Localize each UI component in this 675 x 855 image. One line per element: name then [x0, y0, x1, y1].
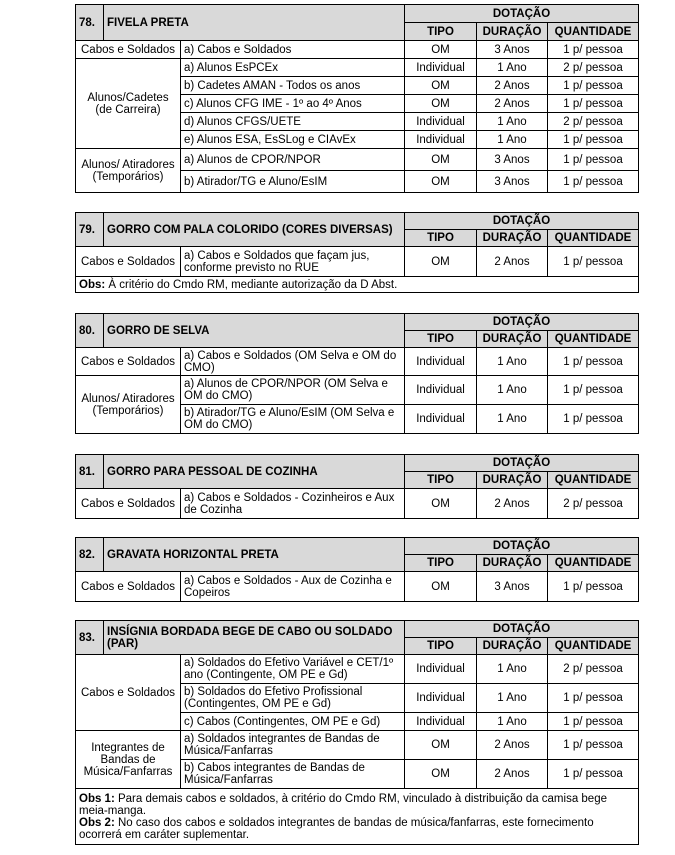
table-80	[75, 313, 639, 434]
duracao-header: DURAÇÃO	[477, 230, 548, 247]
tipo-cell: Individual	[405, 113, 477, 131]
tipo-cell: OM	[405, 247, 477, 277]
table-row	[76, 655, 639, 684]
obs-body: À critério do Cmdo RM, mediante autorização da D Abst.	[105, 278, 398, 291]
dotacao-header: DOTAÇÃO	[405, 455, 639, 472]
tipo-header: TIPO	[405, 331, 477, 348]
item-desc: a) Alunos EsPCEx	[181, 59, 405, 77]
duracao-cell: 1 Ano	[477, 655, 548, 684]
tipo-cell: Individual	[405, 131, 477, 149]
tipo-cell: Individual	[405, 376, 477, 405]
table-79	[75, 212, 639, 293]
quantidade-header: QUANTIDADE	[548, 331, 639, 348]
table-row	[76, 41, 639, 59]
dotacao-header: DOTAÇÃO	[405, 621, 639, 638]
duracao-cell: 1 Ano	[477, 131, 548, 149]
duracao-cell: 1 Ano	[477, 405, 548, 434]
item-number: 83.	[76, 621, 104, 655]
quantidade-header: QUANTIDADE	[548, 638, 639, 655]
item-desc: a) Cabos e Soldados que façam jus, conforme previsto no RUE	[181, 247, 405, 277]
table-row	[76, 247, 639, 277]
quantidade-header: QUANTIDADE	[548, 555, 639, 572]
table-row	[76, 572, 639, 602]
tipo-cell: OM	[405, 149, 477, 171]
group-label: Integrantes de Bandas de Música/Fanfarras	[76, 731, 181, 789]
duracao-cell: 3 Anos	[477, 171, 548, 193]
dotacao-header: DOTAÇÃO	[405, 314, 639, 331]
tipo-cell: Individual	[405, 713, 477, 731]
item-number: 80.	[76, 314, 104, 348]
item-desc: a) Alunos de CPOR/NPOR	[181, 149, 405, 171]
group-label: Cabos e Soldados	[76, 572, 181, 602]
dotacao-header: DOTAÇÃO	[405, 538, 639, 555]
quantidade-cell: 1 p/ pessoa	[548, 77, 639, 95]
item-desc: a) Cabos e Soldados	[181, 41, 405, 59]
tipo-cell: OM	[405, 760, 477, 789]
tipo-cell: Individual	[405, 348, 477, 376]
tipo-cell: OM	[405, 95, 477, 113]
item-number: 78.	[76, 5, 104, 41]
tipo-header: TIPO	[405, 23, 477, 41]
tipo-header: TIPO	[405, 230, 477, 247]
quantidade-cell: 1 p/ pessoa	[548, 572, 639, 602]
quantidade-cell: 2 p/ pessoa	[548, 113, 639, 131]
duracao-cell: 2 Anos	[477, 247, 548, 277]
item-desc: c) Cabos (Contingentes, OM PE e Gd)	[181, 713, 405, 731]
group-label: Cabos e Soldados	[76, 41, 181, 59]
item-desc: a) Cabos e Soldados - Aux de Cozinha e Copeiros	[181, 572, 405, 602]
duracao-header: DURAÇÃO	[477, 555, 548, 572]
quantidade-cell: 2 p/ pessoa	[548, 655, 639, 684]
quantidade-cell: 1 p/ pessoa	[548, 405, 639, 434]
table-82	[75, 537, 639, 602]
duracao-cell: 1 Ano	[477, 684, 548, 713]
tipo-header: TIPO	[405, 555, 477, 572]
tipo-cell: OM	[405, 171, 477, 193]
tipo-header: TIPO	[405, 638, 477, 655]
quantidade-cell: 1 p/ pessoa	[548, 149, 639, 171]
duracao-cell: 1 Ano	[477, 113, 548, 131]
item-desc: a) Alunos de CPOR/NPOR (OM Selva e OM do CMO)	[181, 376, 405, 405]
quantidade-cell: 2 p/ pessoa	[548, 59, 639, 77]
duracao-cell: 1 Ano	[477, 376, 548, 405]
item-desc: a) Cabos e Soldados - Cozinheiros e Aux de Cozinha	[181, 489, 405, 519]
quantidade-cell: 1 p/ pessoa	[548, 713, 639, 731]
tipo-cell: OM	[405, 41, 477, 59]
quantidade-cell: 1 p/ pessoa	[548, 376, 639, 405]
obs1-body: Para demais cabos e soldados, à critério do Cmdo RM, vinculado à distribuição da camisa bege meia-manga.	[79, 792, 607, 817]
group-label: Cabos e Soldados	[76, 489, 181, 519]
duracao-cell: 2 Anos	[477, 77, 548, 95]
item-title: INSÍGNIA BORDADA BEGE DE CABO OU SOLDADO (PAR)	[104, 621, 405, 655]
duracao-header: DURAÇÃO	[477, 331, 548, 348]
duracao-cell: 2 Anos	[477, 760, 548, 789]
tipo-cell: OM	[405, 77, 477, 95]
item-desc: b) Atirador/TG e Aluno/EsIM (OM Selva e OM do CMO)	[181, 405, 405, 434]
quantidade-cell: 1 p/ pessoa	[548, 171, 639, 193]
obs2-body: No caso dos cabos e soldados integrantes de bandas de música/fanfarras, este fornecimento ocorrerá em caráter suplementar.	[79, 816, 594, 841]
item-title: GORRO DE SELVA	[104, 314, 405, 348]
quantidade-cell: 1 p/ pessoa	[548, 731, 639, 760]
dotacao-header: DOTAÇÃO	[405, 213, 639, 230]
duracao-cell: 1 Ano	[477, 348, 548, 376]
quantidade-header: QUANTIDADE	[548, 230, 639, 247]
group-label: Cabos e Soldados	[76, 655, 181, 731]
obs-row	[76, 789, 639, 845]
duracao-cell: 2 Anos	[477, 731, 548, 760]
table-row	[76, 348, 639, 376]
tipo-cell: Individual	[405, 684, 477, 713]
group-label: Cabos e Soldados	[76, 247, 181, 277]
duracao-cell: 1 Ano	[477, 713, 548, 731]
tipo-cell: Individual	[405, 405, 477, 434]
duracao-header: DURAÇÃO	[477, 23, 548, 41]
obs1-label: Obs 1:	[79, 792, 115, 805]
table-row	[76, 489, 639, 519]
duracao-header: DURAÇÃO	[477, 472, 548, 489]
group-label: Alunos/ Atiradores (Temporários)	[76, 149, 181, 193]
quantidade-cell: 1 p/ pessoa	[548, 131, 639, 149]
item-desc: e) Alunos ESA, EsSLog e CIAvEx	[181, 131, 405, 149]
item-desc: c) Alunos CFG IME - 1º ao 4º Anos	[181, 95, 405, 113]
table-row	[76, 376, 639, 405]
item-desc: d) Alunos CFGS/UETE	[181, 113, 405, 131]
table-81	[75, 454, 639, 519]
item-title: GRAVATA HORIZONTAL PRETA	[104, 538, 405, 572]
tipo-cell: OM	[405, 572, 477, 602]
table-78	[75, 4, 639, 193]
item-title: FIVELA PRETA	[104, 5, 405, 41]
duracao-cell: 1 Ano	[477, 59, 548, 77]
quantidade-cell: 1 p/ pessoa	[548, 95, 639, 113]
item-desc: b) Cabos integrantes de Bandas de Música/Fanfarras	[181, 760, 405, 789]
dotacao-header: DOTAÇÃO	[405, 5, 639, 23]
item-title: GORRO COM PALA COLORIDO (CORES DIVERSAS)	[104, 213, 405, 247]
duracao-cell: 3 Anos	[477, 572, 548, 602]
item-desc: a) Soldados integrantes de Bandas de Música/Fanfarras	[181, 731, 405, 760]
obs-row	[76, 277, 639, 293]
tipo-cell: Individual	[405, 59, 477, 77]
duracao-cell: 3 Anos	[477, 149, 548, 171]
table-row	[76, 731, 639, 760]
item-number: 79.	[76, 213, 104, 247]
item-desc: b) Atirador/TG e Aluno/EsIM	[181, 171, 405, 193]
item-desc: a) Soldados do Efetivo Variável e CET/1º ano (Contingente, OM PE e Gd)	[181, 655, 405, 684]
tipo-cell: OM	[405, 731, 477, 760]
quantidade-cell: 1 p/ pessoa	[548, 41, 639, 59]
quantidade-cell: 1 p/ pessoa	[548, 348, 639, 376]
obs-text	[76, 789, 639, 845]
obs-text	[76, 277, 639, 293]
table-row	[76, 59, 639, 77]
item-number: 81.	[76, 455, 104, 489]
obs-label: Obs:	[79, 278, 106, 291]
obs2-label: Obs 2:	[79, 816, 115, 829]
tipo-header: TIPO	[405, 472, 477, 489]
group-label: Alunos/ Atiradores (Temporários)	[76, 376, 181, 434]
item-desc: b) Soldados do Efetivo Profissional (Contingentes, OM PE e Gd)	[181, 684, 405, 713]
table-83	[75, 620, 639, 845]
quantidade-cell: 2 p/ pessoa	[548, 489, 639, 519]
tipo-cell: OM	[405, 489, 477, 519]
group-label: Alunos/Cadetes (de Carreira)	[76, 59, 181, 149]
item-desc: a) Cabos e Soldados (OM Selva e OM do CMO)	[181, 348, 405, 376]
tipo-cell: Individual	[405, 655, 477, 684]
quantidade-cell: 1 p/ pessoa	[548, 247, 639, 277]
duracao-cell: 2 Anos	[477, 489, 548, 519]
quantidade-cell: 1 p/ pessoa	[548, 760, 639, 789]
item-number: 82.	[76, 538, 104, 572]
quantidade-header: QUANTIDADE	[548, 472, 639, 489]
quantidade-header: QUANTIDADE	[548, 23, 639, 41]
item-desc: b) Cadetes AMAN - Todos os anos	[181, 77, 405, 95]
quantidade-cell: 1 p/ pessoa	[548, 684, 639, 713]
group-label: Cabos e Soldados	[76, 348, 181, 376]
table-row	[76, 149, 639, 171]
duracao-cell: 2 Anos	[477, 95, 548, 113]
item-title: GORRO PARA PESSOAL DE COZINHA	[104, 455, 405, 489]
duracao-cell: 3 Anos	[477, 41, 548, 59]
duracao-header: DURAÇÃO	[477, 638, 548, 655]
